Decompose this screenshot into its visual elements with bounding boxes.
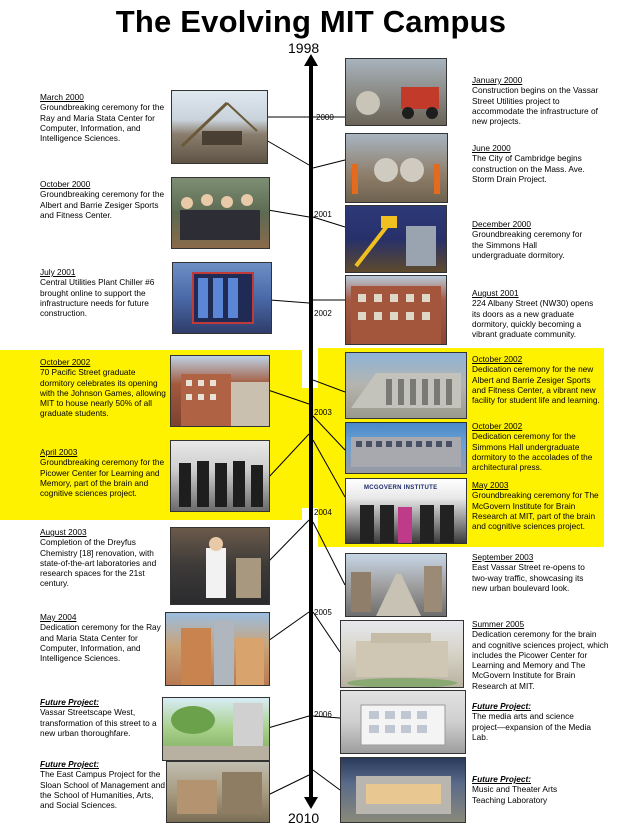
event-text: The media arts and science project—expansion of the Media Lab. (472, 711, 591, 742)
event-date: May 2004 (40, 612, 77, 622)
event-left-1 (40, 179, 165, 220)
event-date: March 2000 (40, 92, 84, 102)
event-text: The East Campus Project for the Sloan School of Management and the School of Humanities, Arts, and Social Sciences. (40, 769, 166, 811)
photo-music-theater (340, 757, 466, 823)
connector-line (268, 775, 309, 795)
event-right-4 (472, 354, 600, 405)
event-text: Music and Theater Arts Teaching Laboratory (472, 784, 558, 805)
photo-simmons-hall (345, 422, 467, 474)
event-date: October 2002 (40, 357, 91, 367)
event-left-4 (40, 447, 168, 498)
event-date: Future Project: (472, 701, 532, 711)
event-right-5 (472, 421, 598, 472)
event-left-6 (40, 612, 162, 663)
photo-picower-groundbreaking (170, 440, 270, 512)
event-left-2 (40, 267, 168, 318)
photo-albany-street (345, 275, 447, 345)
photo-zesiger-groundbreaking (171, 177, 270, 249)
photo-pacific-street (170, 355, 270, 427)
photo-vassar-utilities (345, 58, 447, 126)
event-text: Dedication ceremony for the new Albert and Barrie Zesiger Sports and Fitness Center, a vibrant new facility for student life and learning. (472, 364, 600, 406)
event-right-8 (472, 619, 612, 691)
connector-line (313, 716, 340, 718)
event-text: Groundbreaking ceremony for the Simmons Hall undergraduate dormitory. (472, 229, 583, 260)
connector-line (268, 210, 309, 217)
event-text: East Vassar Street re-opens to two-way traffic, showcasing its new urban boulevard look. (472, 562, 585, 593)
event-date: September 2003 (472, 552, 534, 562)
photo-stata-groundbreaking (171, 90, 268, 164)
event-text: The City of Cambridge begins construction on the Mass. Ave. Storm Drain Project. (472, 153, 585, 184)
event-text: Groundbreaking ceremony for The McGovern Institute for Brain Research at MIT, part of the brain and cognitive sciences project. (472, 490, 599, 532)
event-date: April 2003 (40, 447, 78, 457)
event-text: Dedication ceremony for the Simmons Hall undergraduate dormitory to the accolades of the architectural press. (472, 431, 593, 473)
photo-east-vassar-street (345, 553, 447, 617)
photo-storm-drain (345, 133, 448, 203)
event-date: October 2002 (472, 354, 523, 364)
photo-east-campus (166, 761, 270, 823)
event-date: August 2001 (472, 288, 519, 298)
event-date: December 2000 (472, 219, 532, 229)
tick-2006: 2006 (314, 710, 332, 719)
event-right-3 (472, 288, 594, 339)
event-left-7 (40, 697, 160, 738)
event-left-8 (40, 759, 165, 810)
event-text: Dedication ceremony for the brain and cognitive sciences project, which includes the Picower Center for Learning and Memory and The McGovern Institute for Brain Research at MIT. (472, 629, 609, 691)
event-left-3 (40, 357, 168, 419)
event-right-10 (472, 774, 592, 805)
photo-utilities-plant (172, 262, 272, 334)
connector-line (268, 716, 309, 728)
connector-line (313, 160, 345, 168)
photo-stata-center (165, 612, 270, 686)
connector-line (313, 770, 340, 790)
page-title: The Evolving MIT Campus (115, 4, 507, 39)
event-date: Future Project: (40, 759, 100, 769)
tick-2002: 2002 (314, 309, 332, 318)
event-text: Construction begins on the Vassar Street Utilities project to accommodate the infrastructure of new projects. (472, 85, 599, 127)
event-date: May 2003 (472, 480, 509, 490)
event-date: January 2000 (472, 75, 523, 85)
tick-2003: 2003 (314, 408, 332, 417)
connector-line (268, 434, 309, 478)
event-text: Groundbreaking ceremony for the Ray and Maria Stata Center for Computer, Information, and Intelligence Sciences. (40, 102, 165, 144)
timeline-end-year: 2010 (288, 810, 320, 826)
event-text: Groundbreaking ceremony for the Albert and Barrie Zesiger Sports and Fitness Center. (40, 189, 165, 220)
event-right-0 (472, 75, 600, 126)
event-date: October 2000 (40, 179, 91, 189)
event-text: 70 Pacific Street graduate dormitory celebrates its opening with the Johnson Games, allowing MIT to house nearly 50% of all graduate students. (40, 367, 166, 419)
connector-line (268, 612, 309, 641)
event-text: Dedication ceremony for the Ray and Maria Stata Center for Computer, Information, and Intelligence Sciences. (40, 622, 161, 664)
connector-line (313, 416, 345, 450)
event-text: 224 Albany Street (NW30) opens its doors as a new graduate dormitory, quickly becoming a vibrant graduate community. (472, 298, 594, 340)
photo-media-lab (340, 690, 466, 754)
photo-dreyfus-chemistry (170, 527, 270, 605)
event-date: July 2001 (40, 267, 76, 277)
event-date: Summer 2005 (472, 619, 525, 629)
event-date: Future Project: (40, 697, 100, 707)
connector-line (313, 380, 345, 392)
tick-2005: 2005 (314, 608, 332, 617)
connector-line (313, 440, 345, 497)
timeline-start-year: 1998 (288, 40, 320, 56)
event-date: October 2002 (472, 421, 523, 431)
connector-line (313, 522, 345, 585)
event-right-6 (472, 480, 600, 531)
photo-mcgovern-groundbreaking (345, 478, 467, 544)
connector-line (313, 612, 340, 652)
event-date: August 2003 (40, 527, 87, 537)
photo-simmons-groundbreaking (345, 205, 447, 273)
event-date: Future Project: (472, 774, 532, 784)
connector-line (313, 217, 345, 227)
photo-brain-cognitive-sciences (340, 620, 464, 688)
event-text: Groundbreaking ceremony for the Picower Center for Learning and Memory, part of the brain and cognitive sciences project. (40, 457, 165, 499)
event-text: Completion of the Dreyfus Chemistry [18] renovation, with state-of-the-art laboratories and research spaces for the 21st century. (40, 537, 157, 589)
event-right-7 (472, 552, 598, 593)
event-right-9 (472, 701, 592, 742)
event-right-2 (472, 219, 590, 260)
tick-2001: 2001 (314, 210, 332, 219)
mcgovern-banner-text: MCGOVERN INSTITUTE (364, 485, 438, 491)
event-left-5 (40, 527, 166, 589)
event-left-0 (40, 92, 168, 143)
tick-2004: 2004 (314, 508, 332, 517)
event-text: Vassar Streetscape West, transformation of this street to a new urban thoroughfare. (40, 707, 157, 738)
connector-line (266, 140, 309, 165)
connector-line (270, 300, 309, 303)
photo-zesiger-center (345, 352, 467, 419)
event-text: Central Utilities Plant Chiller #6 brought online to support the infrastructure needs for future construction. (40, 277, 155, 319)
tick-2000: 2000 (316, 113, 334, 122)
photo-vassar-streetscape (162, 697, 270, 761)
event-date: June 2000 (472, 143, 511, 153)
event-right-1 (472, 143, 600, 184)
connector-line (268, 520, 309, 562)
connector-line (268, 390, 309, 404)
